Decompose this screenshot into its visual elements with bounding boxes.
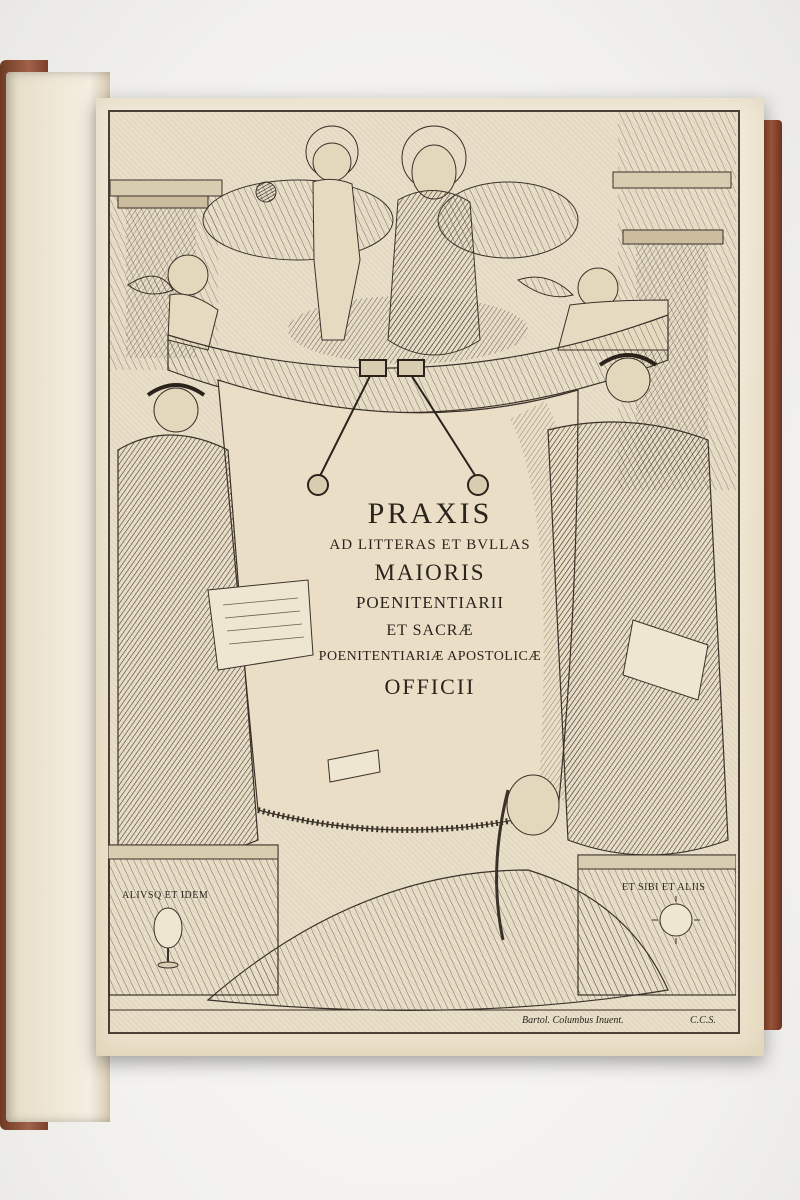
left-page	[6, 72, 110, 1122]
title-line-ad-litteras: AD LITTERAS ET BVLLAS	[329, 537, 531, 553]
title-line-praxis: PRAXIS	[367, 497, 493, 530]
title-line-poenitentiarii: POENITENTIARII	[355, 593, 505, 612]
right-motto: ET SIBI ET ALIIS	[622, 882, 706, 893]
left-pedestal	[108, 845, 278, 995]
title-line-et-sacrae: ET SACRÆ	[386, 622, 474, 639]
right-pedestal	[578, 855, 736, 995]
title-line-apostolicae: POENITENTIARIÆ APOSTOLICÆ	[318, 649, 542, 664]
title-text-block	[270, 495, 590, 705]
engraver-credit: C.C.S.	[690, 1015, 716, 1026]
left-motto: ALIVSQ ET IDEM	[122, 890, 209, 901]
inventor-credit: Bartol. Columbus Inuent.	[522, 1015, 624, 1026]
title-line-officii: OFFICII	[384, 674, 476, 699]
title-line-maioris: MAIORIS	[374, 560, 486, 585]
